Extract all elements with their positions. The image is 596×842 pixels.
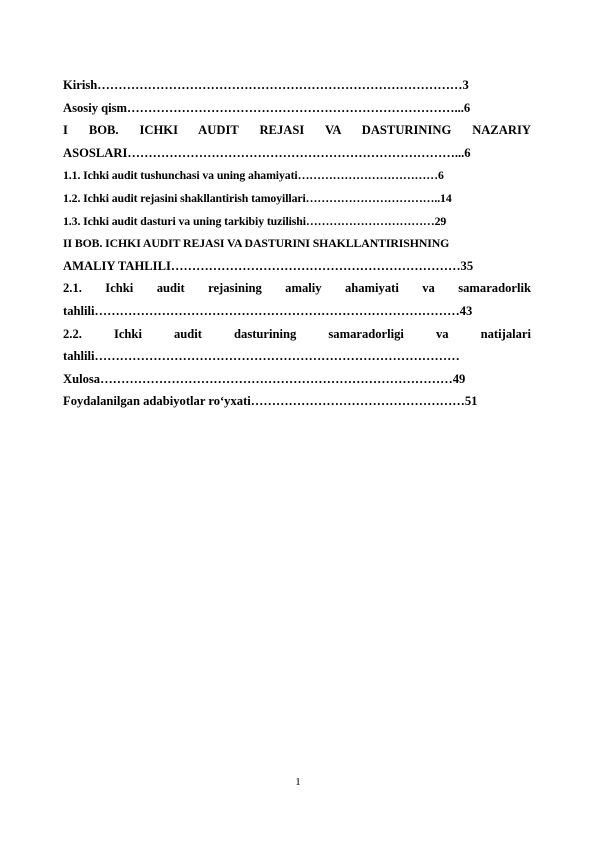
toc-entry-kirish: Kirish……………………………………………………………………………3 bbox=[63, 78, 469, 92]
toc-entry-adabiyotlar: Foydalanilgan adabiyotlar ro‘yxati……………………………………………51 bbox=[63, 394, 478, 409]
table-of-contents bbox=[63, 74, 531, 413]
toc-entry-chapter-1-title: I BOB. ICHKI AUDIT REJASI VA DASTURINING NAZARIY bbox=[63, 123, 531, 138]
toc-entry-xulosa: Xulosa…………………………………………………………………………49 bbox=[63, 371, 466, 386]
toc-entry-chapter-2-title-cont: AMALIY TAHLILI……………………………………………………………35 bbox=[63, 258, 474, 273]
toc-entry-section-1-3: 1.3. Ichki audit dasturi va uning tarkibiy tuzilishi……………………………29 bbox=[63, 213, 447, 228]
toc-entry-chapter-1-title-cont: ASOSLARI……………………………………………………………………...6 bbox=[63, 145, 471, 160]
toc-entry-section-2-1-cont: tahlili……………………………………………………………………………43 bbox=[63, 303, 473, 318]
page-number: 1 bbox=[295, 776, 301, 788]
toc-entry-section-2-1: 2.1. Ichki audit rejasining amaliy ahamiyati va samaradorlik bbox=[63, 281, 531, 296]
toc-entry-section-1-2: 1.2. Ichki audit rejasini shakllantirish tamoyillari……………………………..14 bbox=[63, 190, 452, 205]
toc-entry-section-2-2: 2.2. Ichki audit dasturining samaradorligi va natijalari bbox=[63, 326, 531, 341]
toc-entry-asosiy-qism: Asosiy qism……………………………………………………………………...6 bbox=[63, 100, 471, 115]
toc-entry-chapter-2-title: II BOB. ICHKI AUDIT REJASI VA DASTURINI SHAKLLANTIRISHNING bbox=[63, 236, 450, 251]
toc-entry-section-1-1: 1.1. Ichki audit tushunchasi va uning ahamiyati………………………………6 bbox=[63, 168, 444, 183]
toc-entry-section-2-2-cont: tahlili…………………………………………………………………………… bbox=[63, 349, 460, 364]
